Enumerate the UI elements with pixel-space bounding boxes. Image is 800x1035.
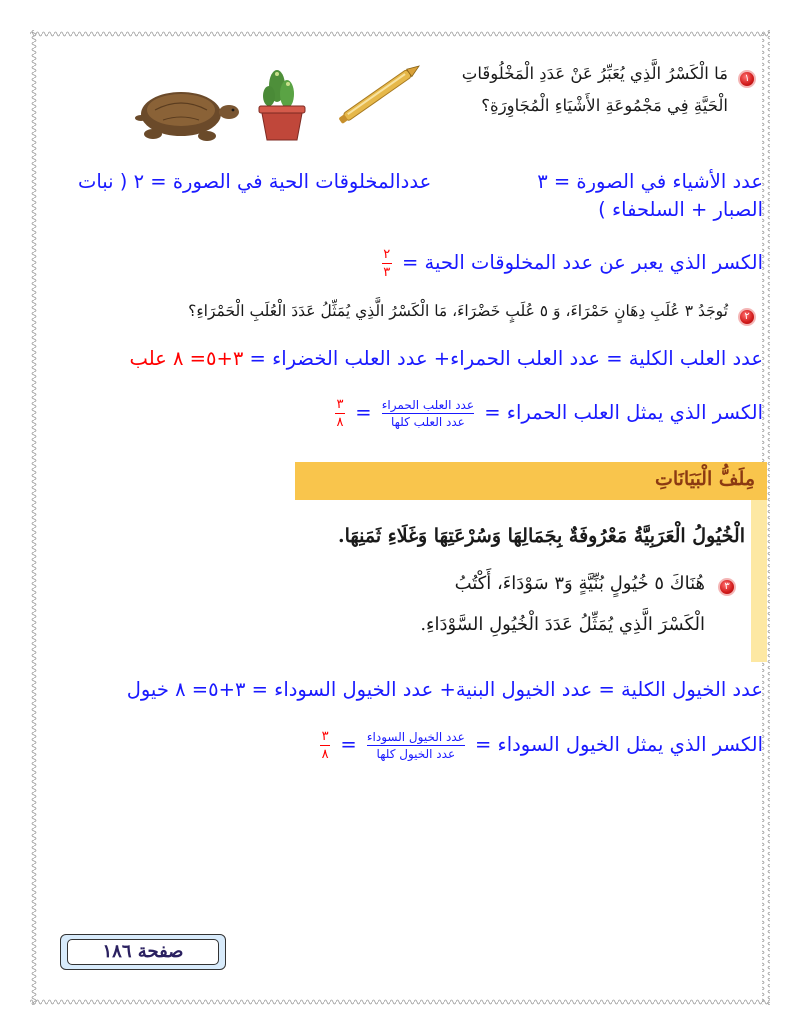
answer-3-fraction-denominator: ٨ — [321, 747, 329, 762]
pen-image — [330, 64, 430, 124]
answer-1-living-count-line: عددالمخلوقات الحية في الصورة = ٢ ( نبات — [78, 170, 432, 193]
question-number-icon: ٣ — [718, 578, 736, 596]
answer-3-fraction-label: الكسر الذي يمثل الخيول السوداء = — [475, 733, 763, 756]
question-1-line-1: مَا الْكَسْرُ الَّذِي يُعَبِّرُ عَنْ عَدَدِ الْمَخْلُوقَاتِ — [461, 64, 728, 83]
answer-2-total — [130, 347, 763, 370]
question-number-icon: ٢ — [738, 308, 756, 326]
answer-3-fraction — [320, 730, 330, 761]
answer-1-fraction — [382, 248, 392, 279]
answer-2-word-numerator: عدد العلب الحمراء — [381, 398, 475, 412]
answer-1-fraction-numerator: ٢ — [383, 247, 391, 262]
answer-1-fraction-denominator: ٣ — [383, 265, 391, 280]
answer-2-total-result: ٣+٥= ٨ علب — [129, 347, 250, 370]
answer-2-fraction-denominator: ٨ — [336, 415, 344, 430]
answer-2-total-text: عدد العلب الكلية = عدد العلب الحمراء+ عدد العلب الخضراء = — [249, 347, 763, 370]
answer-2-word-denominator: عدد العلب كلها — [390, 415, 465, 429]
page-number-tag — [60, 934, 226, 970]
answer-2-fraction-row — [335, 398, 763, 429]
turtle-image — [133, 78, 241, 148]
answer-3-word-numerator: عدد الخيول السوداء — [366, 730, 465, 744]
answer-1-things-count: عدد الأشياء في الصورة = ٣ — [537, 170, 763, 193]
answer-1-fraction-label: الكسر الذي يعبر عن عدد المخلوقات الحية = — [401, 251, 763, 274]
answer-3-total: عدد الخيول الكلية = عدد الخيول البنية+ عدد الخيول السوداء = ٣+٥= ٨ خيول — [126, 678, 763, 701]
question-2-text: تُوجَدُ ٣ عُلَبِ دِهَانٍ حَمْرَاءَ، وَ ٥ عُلَبٍ خَضْرَاءَ، مَا الْكَسْرُ الَّذِي يُمَثِّلُ عَدَدَ الْعُلَبِ الْحَمْرَاءِ؟ — [188, 302, 728, 320]
data-file-title: مِلَفُّ الْبَيَانَاتِ — [654, 468, 755, 490]
answer-3-equals: = — [340, 733, 357, 756]
question-1-line-2: الْحَيَّةِ فِي مَجْمُوعَةِ الأَشْيَاءِ الْمُجَاوِرَةِ؟ — [481, 96, 728, 115]
data-file-question-line-1: هُنَاكَ ٥ خُيُولٍ بُنِّيَّةٍ وَ٣ سَوْدَاءَ، أَكْتُبُ — [454, 573, 705, 594]
answer-3-word-denominator: عدد الخيول كلها — [376, 747, 456, 761]
answer-2-word-fraction — [382, 399, 474, 428]
data-file-header — [295, 462, 767, 500]
data-file-edge — [751, 500, 767, 662]
answer-3-fraction-numerator: ٣ — [321, 729, 329, 744]
data-file-question-line-2: الْكَسْرَ الَّذِي يُمَثِّلُ عَدَدَ الْخُيُولِ السَّوْدَاءِ. — [420, 614, 705, 635]
question-number-icon: ١ — [738, 70, 756, 88]
data-file-fact: الْخُيُولُ الْعَرَبِيَّةُ مَعْرُوفَةٌ بِجَمَالِهَا وَسُرْعَتِهَا وَغَلَاءِ ثَمَنِهَا. — [338, 525, 745, 547]
answer-3-word-fraction — [367, 731, 465, 760]
answer-3-fraction-row — [320, 730, 763, 761]
answer-2-fraction-label: الكسر الذي يمثل العلب الحمراء = — [484, 401, 763, 424]
answer-2-equals: = — [355, 401, 372, 424]
answer-1-fraction-row — [382, 248, 763, 279]
answer-1-living-count-continued: الصبار + السلحفاء ) — [598, 198, 763, 221]
answer-2-fraction-numerator: ٣ — [336, 397, 344, 412]
answer-2-fraction — [335, 398, 345, 429]
cactus-image — [255, 64, 310, 142]
page-number-label: صفحة ١٨٦ — [67, 939, 219, 965]
